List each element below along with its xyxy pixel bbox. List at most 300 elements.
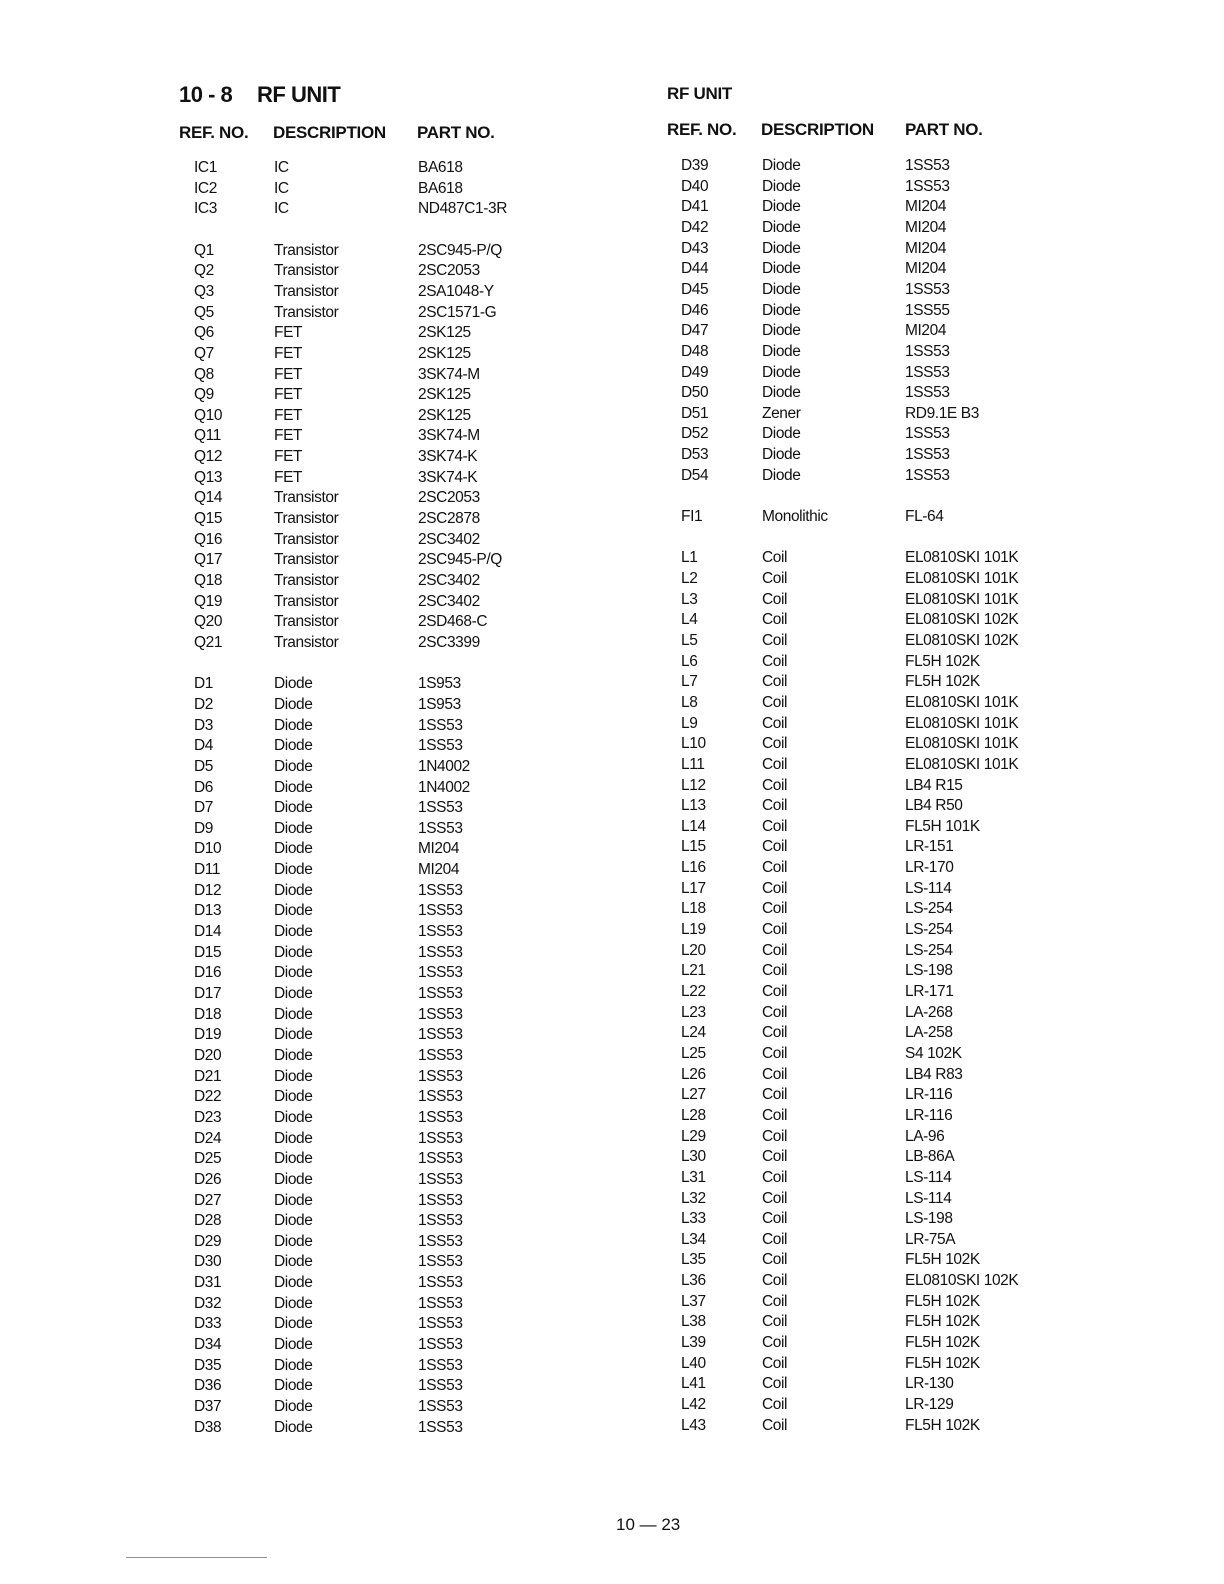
part-number-cell: LS-114: [905, 1189, 952, 1207]
description-cell: Coil: [762, 1106, 788, 1124]
description-cell: Diode: [274, 1274, 313, 1292]
part-number-cell: LR-129: [905, 1396, 954, 1413]
description-cell: Coil: [762, 735, 788, 753]
page-number: 10 — 23: [616, 1515, 681, 1534]
part-number-cell: 1SS53: [905, 425, 950, 443]
description-cell: Diode: [274, 1356, 313, 1374]
description-cell: Diode: [762, 218, 801, 236]
description-cell: Coil: [762, 941, 788, 959]
description-cell: Transistor: [274, 282, 339, 300]
description-cell: Transistor: [274, 303, 339, 321]
part-number-cell: EL0810SKI 102K: [905, 611, 1019, 629]
ref-cell: FI1: [681, 508, 703, 526]
table-row: [0, 961, 1224, 982]
part-number-cell: LR-116: [905, 1086, 953, 1104]
ref-cell: Q19: [194, 592, 223, 610]
part-number-cell: 1SS53: [418, 819, 463, 837]
ref-cell: IC3: [194, 200, 217, 218]
table-row: [0, 1354, 1224, 1375]
description-cell: Coil: [762, 631, 788, 649]
description-cell: Coil: [762, 1086, 788, 1104]
table-row: [0, 1209, 1224, 1230]
part-number-cell: 1SS53: [418, 985, 463, 1002]
part-number-cell: FL-64: [905, 508, 944, 526]
table-row: [0, 507, 1224, 528]
description-cell: Coil: [762, 1292, 788, 1310]
ref-cell: D10: [194, 840, 222, 858]
ref-cell: L29: [681, 1127, 706, 1145]
part-number-cell: EL0810SKI 101K: [905, 755, 1019, 773]
ref-cell: D44: [681, 260, 709, 278]
description-cell: Coil: [762, 817, 788, 835]
part-number-cell: EL0810SKI 101K: [905, 693, 1019, 711]
description-cell: Coil: [762, 1416, 788, 1434]
ref-cell: D12: [194, 881, 222, 899]
description-cell: Coil: [762, 1251, 788, 1269]
part-number-cell: 1SS53: [418, 1398, 463, 1415]
part-number-cell: 1SS53: [418, 1191, 463, 1209]
part-number-cell: BA618: [418, 179, 463, 197]
part-number-cell: 2SC945-P/Q: [418, 241, 502, 259]
ref-cell: D47: [681, 322, 709, 340]
table-row: [0, 610, 1224, 631]
description-cell: Diode: [274, 819, 313, 837]
description-cell: Coil: [762, 900, 788, 918]
part-number-cell: 2SC3402: [418, 572, 480, 589]
table-row: [0, 1230, 1224, 1251]
part-number-cell: EL0810SKI 101K: [905, 570, 1019, 587]
part-number-cell: 2SC945-P/Q: [418, 551, 502, 569]
table-row: [0, 259, 1224, 280]
description-cell: FET: [274, 386, 303, 404]
part-number-cell: LS-198: [905, 962, 953, 980]
header-ref-left: REF. NO.: [179, 123, 249, 142]
part-number-cell: 1SS53: [418, 1088, 463, 1106]
description-cell: Diode: [762, 425, 801, 443]
ref-cell: L17: [681, 879, 706, 897]
description-cell: Diode: [274, 1336, 313, 1354]
description-cell: Diode: [274, 1418, 313, 1436]
description-cell: Diode: [274, 1377, 313, 1395]
description-cell: Diode: [274, 964, 313, 982]
description-cell: Coil: [762, 1210, 788, 1228]
description-cell: Coil: [762, 1375, 788, 1393]
description-cell: Diode: [762, 198, 801, 216]
ref-cell: L26: [681, 1065, 706, 1083]
ref-cell: Q18: [194, 572, 223, 589]
ref-cell: L27: [681, 1086, 706, 1104]
ref-cell: L19: [681, 921, 706, 939]
table-row: [0, 1127, 1224, 1148]
header-part-right: PART NO.: [905, 120, 983, 139]
part-number-cell: 1SS53: [418, 1315, 463, 1333]
part-number-cell: EL0810SKI 101K: [905, 714, 1019, 732]
description-cell: Coil: [762, 859, 788, 877]
description-cell: Coil: [762, 693, 788, 711]
description-cell: Coil: [762, 570, 788, 587]
table-row: [0, 1395, 1224, 1416]
table-row: [0, 982, 1224, 1003]
divider-line: [126, 1557, 267, 1558]
ref-cell: D9: [194, 819, 214, 837]
part-number-cell: 1SS53: [905, 446, 950, 464]
part-number-cell: MI204: [905, 218, 947, 236]
part-number-cell: 2SD468-C: [418, 613, 488, 631]
description-cell: Diode: [762, 157, 801, 174]
part-number-cell: 1SS53: [418, 737, 463, 755]
description-cell: Coil: [762, 921, 788, 939]
part-number-cell: 1SS53: [905, 466, 950, 484]
part-number-cell: 1SS53: [418, 1212, 463, 1230]
part-number-cell: LA-268: [905, 1003, 953, 1021]
part-number-cell: FL5H 101K: [905, 817, 980, 835]
part-number-cell: 2SK125: [418, 406, 471, 424]
ref-cell: L41: [681, 1375, 706, 1393]
part-number-cell: EL0810SKI 101K: [905, 590, 1019, 608]
ref-cell: Q15: [194, 510, 223, 528]
table-row: [0, 486, 1224, 507]
description-cell: Diode: [274, 1191, 313, 1209]
table-row: [0, 1065, 1224, 1086]
part-number-cell: 1SS53: [418, 964, 463, 982]
table-row: [0, 652, 1224, 673]
ref-cell: D49: [681, 363, 709, 381]
part-number-cell: FL5H 102K: [905, 652, 980, 670]
description-cell: Transistor: [274, 241, 339, 259]
table-row: [0, 280, 1224, 301]
description-cell: Coil: [762, 1354, 788, 1372]
description-cell: Coil: [762, 1065, 788, 1083]
table-row: [0, 548, 1224, 569]
description-cell: Coil: [762, 1044, 788, 1062]
part-number-cell: LA-96: [905, 1127, 945, 1145]
part-number-cell: 1SS53: [905, 384, 950, 402]
part-number-cell: 1SS53: [418, 1418, 463, 1436]
description-cell: Zener: [762, 404, 801, 422]
ref-cell: D18: [194, 1005, 222, 1023]
part-number-cell: LB4 R50: [905, 797, 963, 815]
ref-cell: L33: [681, 1210, 706, 1228]
ref-cell: L42: [681, 1396, 706, 1413]
ref-cell: Q17: [194, 551, 223, 569]
description-cell: Diode: [762, 280, 801, 298]
ref-cell: L18: [681, 900, 706, 918]
description-cell: Diode: [274, 881, 313, 899]
description-cell: Diode: [274, 902, 313, 920]
ref-cell: IC1: [194, 159, 217, 176]
ref-cell: Q21: [194, 633, 223, 651]
description-cell: Diode: [274, 1150, 313, 1168]
part-number-cell: LS-254: [905, 921, 953, 939]
table-row: [0, 445, 1224, 466]
ref-cell: D13: [194, 902, 222, 920]
ref-cell: D38: [194, 1418, 222, 1436]
description-cell: Transistor: [274, 572, 339, 589]
ref-cell: L38: [681, 1313, 706, 1331]
ref-cell: D16: [194, 964, 222, 982]
part-number-cell: 1SS55: [905, 301, 950, 319]
part-number-cell: MI204: [418, 840, 460, 858]
table-row: [0, 424, 1224, 445]
ref-cell: D37: [194, 1398, 222, 1415]
ref-cell: D39: [681, 157, 709, 174]
ref-cell: Q9: [194, 386, 214, 404]
ref-cell: L6: [681, 652, 698, 670]
part-number-cell: 1N4002: [418, 757, 470, 775]
part-number-cell: 2SC2878: [418, 510, 480, 528]
table-row: [0, 342, 1224, 363]
description-cell: Transistor: [274, 551, 339, 569]
description-cell: Diode: [274, 1232, 313, 1250]
description-cell: Diode: [274, 1253, 313, 1271]
table-row: [0, 1003, 1224, 1024]
part-number-cell: FL5H 102K: [905, 1313, 980, 1331]
description-cell: Diode: [274, 1170, 313, 1188]
part-number-cell: 1SS53: [418, 1129, 463, 1147]
description-cell: Diode: [274, 943, 313, 961]
part-number-cell: LS-254: [905, 900, 953, 918]
ref-cell: L35: [681, 1251, 706, 1269]
part-number-cell: 2SC3402: [418, 530, 480, 548]
ref-cell: Q14: [194, 489, 223, 507]
table-row: [0, 1189, 1224, 1210]
description-cell: FET: [274, 427, 303, 445]
ref-cell: D17: [194, 985, 222, 1002]
ref-cell: Q10: [194, 406, 223, 424]
part-number-cell: 2SC2053: [418, 489, 480, 507]
ref-cell: L16: [681, 859, 706, 877]
part-number-cell: 2SK125: [418, 344, 471, 362]
part-number-cell: 2SC3402: [418, 592, 480, 610]
description-cell: Transistor: [274, 489, 339, 507]
part-number-cell: 1N4002: [418, 778, 470, 796]
ref-cell: D53: [681, 446, 709, 464]
table-row: [0, 363, 1224, 384]
part-number-cell: EL0810SKI 102K: [905, 631, 1019, 649]
table-row: [0, 672, 1224, 693]
ref-cell: Q20: [194, 613, 223, 631]
description-cell: Coil: [762, 838, 788, 856]
part-number-cell: 3SK74-M: [418, 427, 480, 445]
part-number-cell: LB-86A: [905, 1148, 955, 1166]
table-row: [0, 197, 1224, 218]
ref-cell: D3: [194, 716, 214, 734]
part-number-cell: LR-130: [905, 1375, 954, 1393]
table-row: [0, 858, 1224, 879]
section-title-left: RF UNIT: [257, 82, 341, 107]
ref-cell: D31: [194, 1274, 222, 1292]
ref-cell: D4: [194, 737, 214, 755]
description-cell: Diode: [762, 446, 801, 464]
table-row: [0, 239, 1224, 260]
ref-cell: D45: [681, 280, 709, 298]
description-cell: Diode: [274, 1046, 313, 1064]
ref-cell: L37: [681, 1292, 706, 1310]
description-cell: Coil: [762, 1127, 788, 1145]
table-row: [0, 1044, 1224, 1065]
header-desc-left: DESCRIPTION: [273, 123, 386, 142]
ref-cell: Q3: [194, 282, 214, 300]
ref-cell: L31: [681, 1168, 706, 1186]
ref-cell: D21: [194, 1067, 222, 1085]
table-row: [0, 156, 1224, 177]
ref-cell: D36: [194, 1377, 222, 1395]
part-number-cell: 1S953: [418, 695, 461, 713]
ref-cell: Q16: [194, 530, 223, 548]
description-cell: Diode: [274, 1108, 313, 1126]
part-number-cell: MI204: [418, 861, 460, 879]
table-row: [0, 776, 1224, 797]
part-number-cell: MI204: [905, 239, 947, 257]
part-number-cell: 1SS53: [905, 280, 950, 298]
table-row: [0, 1312, 1224, 1333]
ref-cell: L10: [681, 735, 706, 753]
description-cell: Transistor: [274, 530, 339, 548]
description-cell: Coil: [762, 797, 788, 815]
description-cell: Coil: [762, 590, 788, 608]
table-row: [0, 941, 1224, 962]
part-number-cell: 1SS53: [905, 342, 950, 360]
part-number-cell: RD9.1E B3: [905, 404, 979, 422]
part-number-cell: LS-254: [905, 941, 953, 959]
description-cell: Coil: [762, 652, 788, 670]
table-row: [0, 590, 1224, 611]
description-cell: IC: [274, 159, 289, 176]
ref-cell: D35: [194, 1356, 222, 1374]
part-number-cell: 1SS53: [418, 1026, 463, 1044]
description-cell: Diode: [762, 177, 801, 195]
description-cell: Coil: [762, 1334, 788, 1352]
ref-cell: IC2: [194, 179, 217, 197]
ref-cell: L2: [681, 570, 698, 587]
description-cell: Diode: [274, 985, 313, 1002]
part-number-cell: 1SS53: [418, 1150, 463, 1168]
ref-cell: L9: [681, 714, 698, 732]
ref-cell: Q8: [194, 365, 214, 383]
description-cell: Diode: [274, 737, 313, 755]
ref-cell: D25: [194, 1150, 222, 1168]
description-cell: Transistor: [274, 510, 339, 528]
table-row: [0, 920, 1224, 941]
description-cell: Coil: [762, 714, 788, 732]
description-cell: Diode: [274, 861, 313, 879]
ref-cell: L3: [681, 590, 698, 608]
part-number-cell: 2SK125: [418, 386, 471, 404]
description-cell: Transistor: [274, 592, 339, 610]
table-row: [0, 1250, 1224, 1271]
description-cell: Diode: [274, 675, 313, 693]
part-number-cell: LR-171: [905, 983, 954, 1000]
header-desc-right: DESCRIPTION: [761, 120, 874, 139]
part-number-cell: EL0810SKI 101K: [905, 735, 1019, 753]
part-number-cell: 1SS53: [418, 923, 463, 941]
description-cell: Coil: [762, 1230, 788, 1248]
part-number-cell: FL5H 102K: [905, 1354, 980, 1372]
ref-cell: D29: [194, 1232, 222, 1250]
table-row: [0, 714, 1224, 735]
description-cell: Diode: [274, 1294, 313, 1312]
ref-cell: L22: [681, 983, 706, 1000]
description-cell: Diode: [274, 716, 313, 734]
part-number-cell: 3SK74-K: [418, 448, 478, 466]
table-row: [0, 693, 1224, 714]
part-number-cell: 1SS53: [418, 1253, 463, 1271]
ref-cell: L8: [681, 693, 698, 711]
table-row: [0, 1147, 1224, 1168]
ref-cell: L32: [681, 1189, 706, 1207]
description-cell: FET: [274, 448, 303, 466]
table-row: [0, 1292, 1224, 1313]
ref-cell: D42: [681, 218, 709, 236]
description-cell: Transistor: [274, 613, 339, 631]
ref-cell: L40: [681, 1354, 706, 1372]
description-cell: Transistor: [274, 262, 339, 280]
part-number-cell: LA-258: [905, 1024, 953, 1042]
ref-cell: D15: [194, 943, 222, 961]
part-number-cell: 1SS53: [418, 1067, 463, 1085]
part-number-cell: 1SS53: [418, 1005, 463, 1023]
table-row: [0, 1374, 1224, 1395]
description-cell: Coil: [762, 1024, 788, 1042]
ref-cell: L20: [681, 941, 706, 959]
description-cell: Diode: [274, 923, 313, 941]
description-cell: Coil: [762, 1272, 788, 1290]
ref-cell: L5: [681, 631, 698, 649]
table-row: [0, 1168, 1224, 1189]
description-cell: FET: [274, 406, 303, 424]
ref-cell: L30: [681, 1148, 706, 1166]
description-cell: IC: [274, 200, 289, 218]
header-part-left: PART NO.: [417, 123, 495, 142]
ref-cell: D48: [681, 342, 709, 360]
table-row: [0, 528, 1224, 549]
part-number-cell: 1SS53: [905, 157, 950, 174]
part-number-cell: 1SS53: [418, 943, 463, 961]
ref-cell: L24: [681, 1024, 706, 1042]
part-number-cell: MI204: [905, 322, 947, 340]
description-cell: Diode: [762, 363, 801, 381]
ref-cell: L36: [681, 1272, 706, 1290]
description-cell: Coil: [762, 983, 788, 1000]
table-row: [0, 218, 1224, 239]
ref-cell: L21: [681, 962, 706, 980]
table-row: [0, 879, 1224, 900]
part-number-cell: FL5H 102K: [905, 1416, 980, 1434]
table-row: [0, 1416, 1224, 1437]
ref-cell: D23: [194, 1108, 222, 1126]
part-number-cell: 2SA1048-Y: [418, 282, 494, 300]
part-number-cell: 1SS53: [418, 1274, 463, 1292]
ref-cell: D40: [681, 177, 709, 195]
description-cell: Diode: [274, 778, 313, 796]
part-number-cell: 2SC1571-G: [418, 303, 497, 321]
description-cell: Diode: [274, 1212, 313, 1230]
description-cell: Transistor: [274, 633, 339, 651]
part-number-cell: 1SS53: [418, 881, 463, 899]
table-row: [0, 631, 1224, 652]
description-cell: Diode: [762, 260, 801, 278]
description-cell: Coil: [762, 1148, 788, 1166]
ref-cell: L15: [681, 838, 706, 856]
table-row: [0, 734, 1224, 755]
description-cell: IC: [274, 179, 289, 197]
part-number-cell: FL5H 102K: [905, 1251, 980, 1269]
ref-cell: D46: [681, 301, 709, 319]
part-number-cell: 1SS53: [418, 1356, 463, 1374]
ref-cell: D22: [194, 1088, 222, 1106]
table-row: [0, 1333, 1224, 1354]
description-cell: Diode: [762, 466, 801, 484]
